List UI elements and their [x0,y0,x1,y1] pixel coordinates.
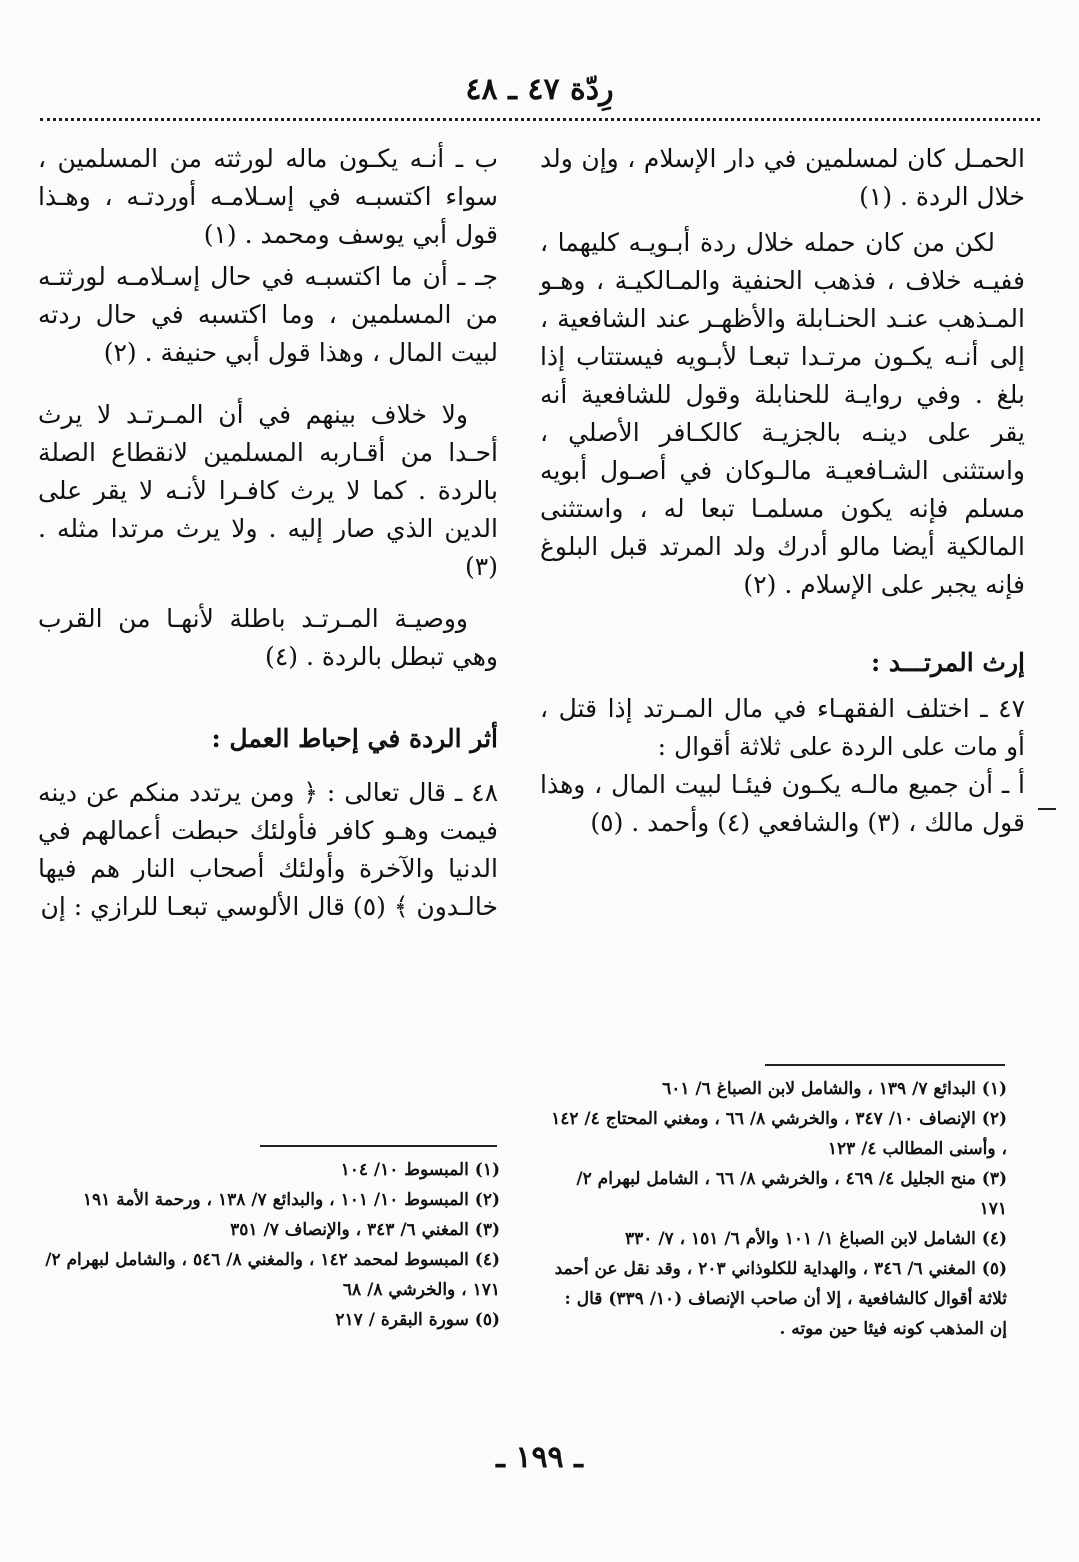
footnote-divider-right [765,1064,1005,1066]
footnotes-left [38,1155,500,1335]
footnote: (٣) منح الجليل ٤/ ٤٦٩ ، والخرشي ٨/ ٦٦ ، الشامل لبهرام ٢/ ١٧١ [576,1169,1007,1219]
page-number: ـ ١٩٩ ـ [496,1440,583,1475]
right-column [540,140,1025,850]
section-heading-apostate-inheritance: إرث المرتـــد : [870,648,1025,677]
left-column [38,140,498,934]
paragraph: ولا خلاف بينهم في أن المـرتـد لا يرث أحـدا من أقـاربه المسلمين لانقطاع الصلة بالردة . كما لا يرث كافـرا لأنـه لا يقر على الدين الذي صار إليه . ولا يرث مرتدا مثله . (٣) [38,400,498,581]
footnote: (٢) المبسوط ١٠/ ١٠١ ، والبدائع ٧/ ١٣٨ ، ورحمة الأمة ١٩١ [82,1190,500,1210]
footnote: (٥) سورة البقرة / ٢١٧ [335,1310,500,1330]
running-header: رِدّة ٤٧ ـ ٤٨ [465,72,614,107]
footnote: (١) البدائع ٧/ ١٣٩ ، والشامل لابن الصباغ ٦/ ٦٠١ [662,1079,1007,1099]
list-item-b: ب ـ أنـه يكـون ماله لورثته من المسلمين ، سواء اكتسبـه في إسـلامـه أوردتـه ، وهـذا قول أبي يوسف ومحمد . (١) [38,144,498,249]
header-dotted-divider [40,118,1040,121]
footnote: (١) المبسوط ١٠/ ١٠٤ [340,1160,500,1180]
footnote: (٢) الإنصاف ١٠/ ٣٤٧ ، والخرشي ٨/ ٦٦ ، ومغني المحتاج ٤/ ١٤٢ ، وأسنى المطالب ٤/ ١٢٣ [551,1109,1007,1159]
paragraph: ووصيـة المـرتـد باطلة لأنهـا من القرب وهي تبطل بالردة . (٤) [38,604,498,671]
margin-dash [1038,808,1056,810]
paragraph-48: ٤٨ ـ قال تعالى : ﴿ ومن يرتدد منكم عن دينه فيمت وهـو كافر فأولئك حبطت أعمالهم في الدنيا والآخرة وأولئك أصحاب النار هم فيها خالـدون ﴾ (٥) قال الألوسي تبعـا للرازي : إن [38,778,498,921]
footnote-divider-left [260,1145,497,1147]
footnote: (٤) المبسوط لمحمد ١٤٢ ، والمغني ٨/ ٥٤٦ ، والشامل لبهرام ٢/ ١٧١ ، والخرشي ٨/ ٦٨ [45,1250,500,1300]
footnotes-right [545,1074,1007,1344]
footnote: (٣) المغني ٦/ ٣٤٣ ، والإنصاف ٧/ ٣٥١ [230,1220,500,1240]
paragraph-47: ٤٧ ـ اختلف الفقهـاء في مال المـرتد إذا قتل ، أو مات على الردة على ثلاثة أقوال : [540,694,1025,761]
footnote: (٤) الشامل لابن الصباغ ١/ ١٠١ والأم ٦/ ١٥١ ، ٧/ ٣٣٠ [625,1229,1007,1249]
paragraph: لكن من كان حمله خلال ردة أبـويـه كليهما ، ففيـه خلاف ، فذهب الحنفية والمـالكيـة ، وهـو المـذهب عنـد الحنـابلة والأظهـر عند الشافعية ، إلى أنـه يكـون مرتـدا تبعـا لأبـويه فيستتاب إذا بلغ . وفي روايـة للحنابلة وقول للشافعية أنه يقر على دينـه بالجزيـة كالكـافر الأصلي ، واستثنى الشـافعيـة مالـوكان في أصـول أبويه مسلم فإنه يكون مسلمـا تبعا له ، واستثنى المالكية أيضا مالو أدرك ولد المرتد قبل البلوغ فإنه يجبر على الإسلام . (٢) [540,228,1025,599]
paragraph: الحمـل كان لمسلمين في دار الإسلام ، وإن ولد خلال الردة . (١) [540,144,1025,211]
list-item-a: أ ـ أن جميع مالـه يكـون فيئـا لبيت المال ، وهذا قول مالك ، (٣) والشافعي (٤) وأحمد . (٥) [540,770,1025,837]
list-item-c: جـ ـ أن ما اكتسبـه في حال إسـلامـه لورثتـه من المسلمين ، وما اكتسبه في حال ردته لبيت المال ، وهذا قول أبي حنيفة . (٢) [38,262,498,367]
section-heading-nullification: أثر الردة في إحباط العمل : [211,724,498,753]
footnote: (٥) المغني ٦/ ٣٤٦ ، والهداية للكلوذاني ٢٠٣ ، وقد نقل عن أحمد ثلاثة أقوال كالشافعية ، إلا أن صاحب الإنصاف (١٠/ ٣٣٩) قال : إن المذهب كونه فيئا حين موته . [554,1259,1007,1339]
